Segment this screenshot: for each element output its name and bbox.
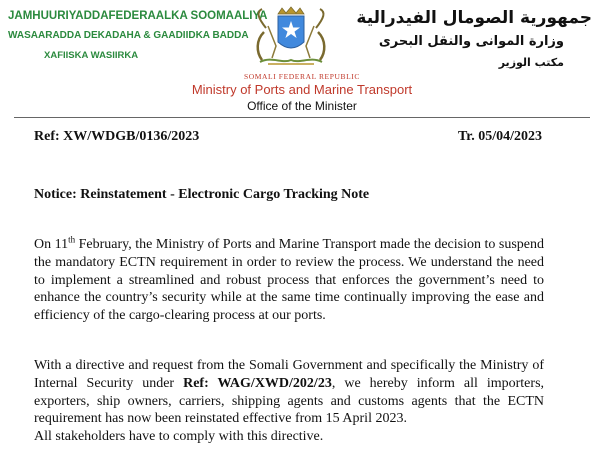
somali-coat-of-arms-icon (248, 6, 334, 70)
somali-office-line: XAFIISKA WASIIRKA (44, 50, 139, 61)
p1-start: On 11 (34, 237, 69, 252)
ministry-name: Ministry of Ports and Marine Transport (191, 82, 413, 97)
arabic-ministry-line: وزارة الموانى والنقل البحرى (378, 34, 564, 49)
p2-body: , we hereby inform all importers, exporters, ship owners, carriers, shipping agents and customs agents that the ECTN requirement has now been reinstated effective from 15 April 2023. (34, 375, 545, 427)
office-name: Office of the Minister (247, 99, 357, 113)
p1-body: February, the Ministry of Ports and Marine Transport made the decision to suspend the mandatory ECTN requirement in order to review the process. We understand the need to implement a streamlined and robust process that enforces the government’s need to enhance the country’s security while at the same time continually improving the ease and efficiency of the cargo-clearing process at our ports. (34, 237, 545, 324)
p1-ordinal-suffix: th (68, 234, 76, 245)
arabic-office-line: مكتب الوزير (498, 56, 564, 69)
p2-start: With a directive and request from the Somali Government and specifically the Ministry of Internal Security under (34, 358, 544, 391)
arabic-title-line: جمهورية الصومال الفيدرالية (356, 8, 592, 28)
somali-title-line: JAMHUURIYADDAFEDERAALKA SOOMAALIYA (8, 10, 268, 22)
notice-paragraph-2 (34, 357, 544, 446)
p2-closing: All stakeholders have to comply with this directive. (34, 429, 324, 445)
republic-caption: SOMALI FEDERAL REPUBLIC (243, 72, 361, 81)
notice-subject: Notice: Reinstatement - Electronic Cargo Tracking Note (34, 187, 370, 202)
security-ref-number: Ref: WAG/XWD/202/23 (183, 375, 332, 391)
notice-paragraph-1 (34, 236, 544, 325)
reference-number: Ref: XW/WDGB/0136/2023 (34, 129, 200, 144)
document-date: Tr. 05/04/2023 (457, 129, 542, 144)
somali-ministry-line: WASAARADDA DEKADAHA & GAADIIDKA BADDA (8, 30, 249, 41)
header-divider (14, 117, 590, 118)
